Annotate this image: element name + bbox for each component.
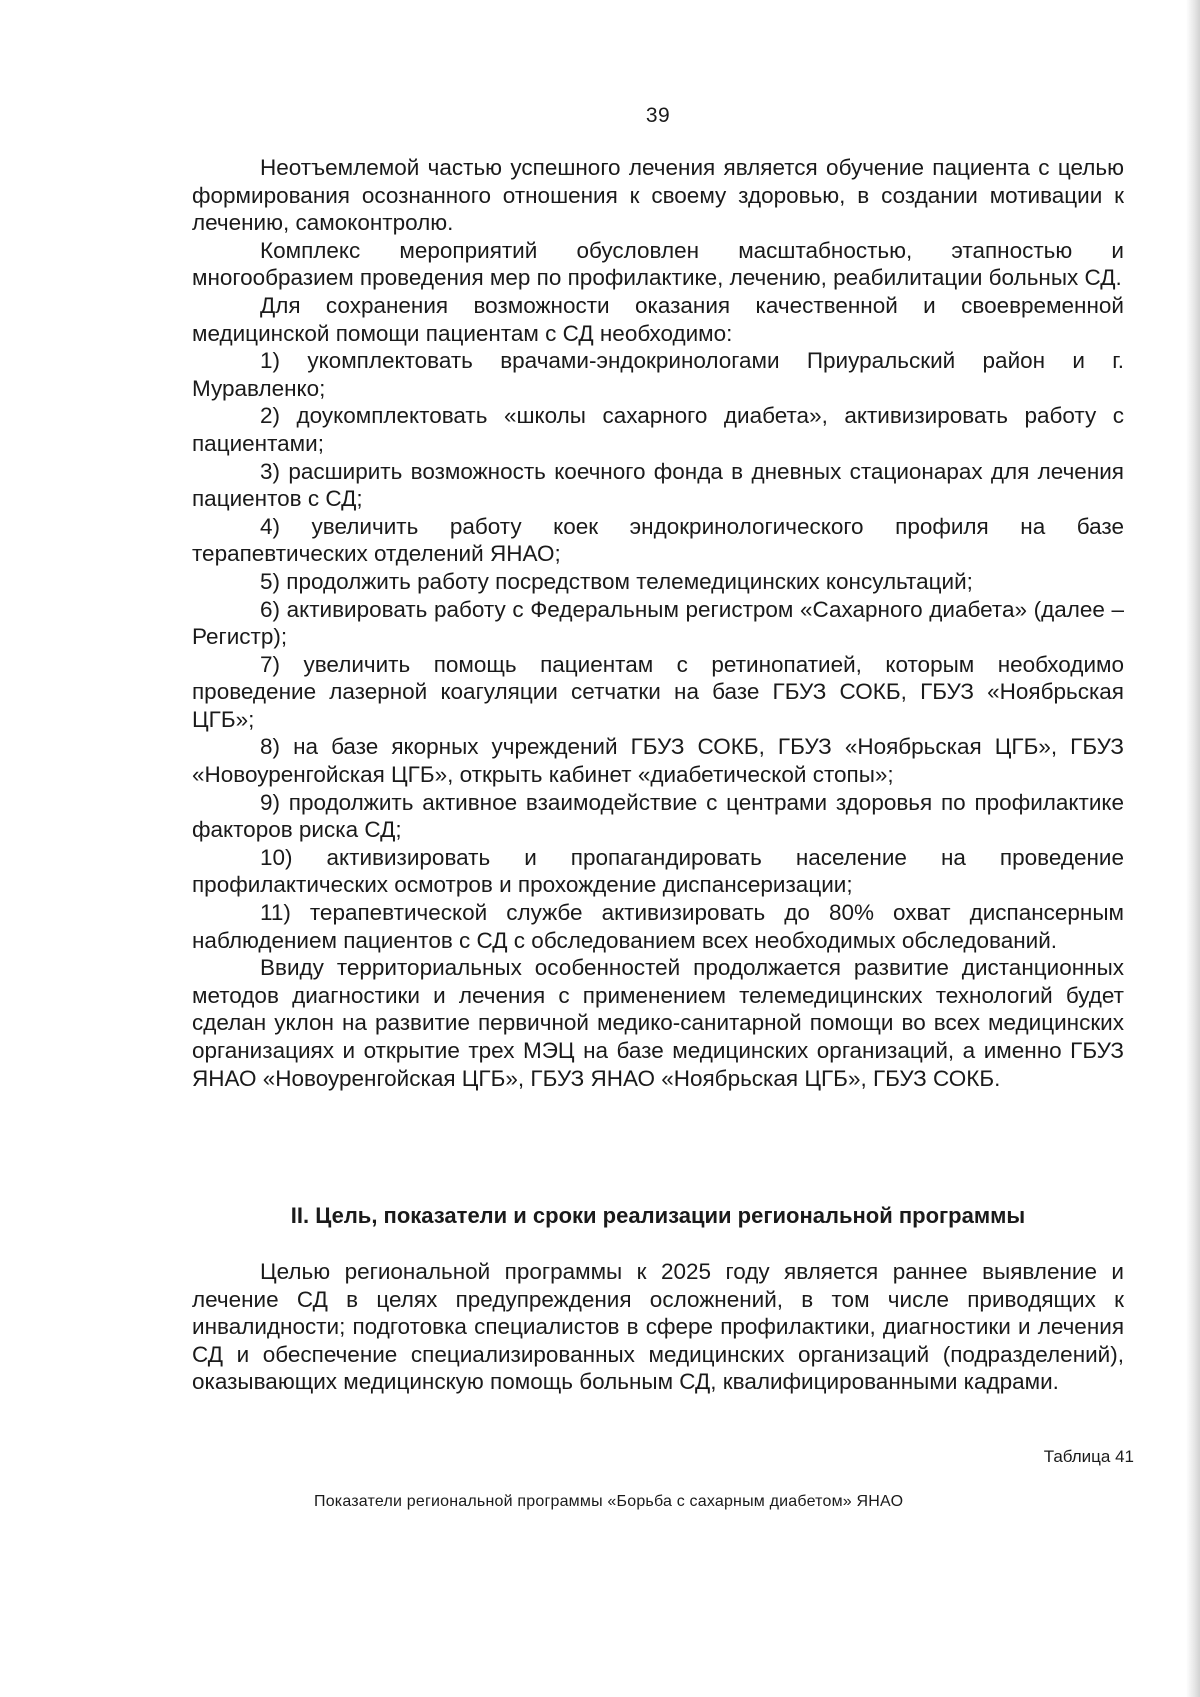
table-label: Таблица 41 — [1043, 1447, 1134, 1466]
list-item: 5) продолжить работу посредством телемедицинских консультаций; — [260, 568, 973, 594]
table-caption: Показатели региональной программы «Борьба с сахарным диабетом» ЯНАО — [314, 1493, 904, 1510]
paragraph: Ввиду территориальных особенностей продолжается развитие дистанционных методов диагностики и лечения с применением телемедицинских технологий будет сделан уклон на развитие первичной медико-санитарной помощи во всех медицинских организациях и открытие трех МЭЦ на базе медицинских организаций, а именно ГБУЗ ЯНАО «Новоуренгойская ЦГБ», ГБУЗ ЯНАО «Ноябрьская ЦГБ», ГБУЗ СОКБ. — [192, 955, 1124, 1091]
list-item: 8) на базе якорных учреждений ГБУЗ СОКБ, ГБУЗ «Ноябрьская ЦГБ», ГБУЗ «Новоуренгойская ЦГБ», открыть кабинет «диабетической стопы»; — [192, 734, 1124, 788]
list-item: 1) укомплектовать врачами-эндокринологами Приуральский район и г. Муравленко; — [192, 348, 1124, 401]
section-heading: II. Цель, показатели и сроки реализации региональной программы — [290, 1203, 1026, 1228]
list-item: 9) продолжить активное взаимодействие с центрами здоровья по профилактике факторов риска СД; — [192, 789, 1124, 843]
list-item: 2) доукомплектовать «школы сахарного диабета», активизировать работу с пациентами; — [192, 403, 1124, 456]
page-number: 39 — [645, 104, 671, 127]
paragraph: Неотъемлемой частью успешного лечения является обучение пациента с целью формирования осознанного отношения к своему здоровью, в создании мотивации к лечению, самоконтролю. — [192, 155, 1124, 236]
goal-section — [192, 1258, 1124, 1396]
body-text — [192, 154, 1124, 1092]
paragraph: Для сохранения возможности оказания качественной и своевременной медицинской помощи пациентам с СД необходимо: — [192, 292, 1124, 346]
list-item: 11) терапевтической службе активизировать до 80% охват диспансерным наблюдением пациентов с СД с обследованием всех необходимых обследований. — [192, 900, 1124, 953]
list-item: 7) увеличить помощь пациентам с ретинопатией, которым необходимо проведение лазерной коагуляции сетчатки на базе ГБУЗ СОКБ, ГБУЗ «Ноябрьская ЦГБ»; — [192, 651, 1124, 732]
page-edge-shadow — [1186, 0, 1200, 1697]
paragraph: Целью региональной программы к 2025 году является раннее выявление и лечение СД в целях предупреждения осложнений, в том числе приводящих к инвалидности; подготовка специалистов в сфере профилактики, диагностики и лечения СД и обеспечение специализированных медицинских организаций (подразделений), оказывающих медицинскую помощь больным СД, квалифицированными кадрами. — [192, 1259, 1124, 1395]
list-item: 4) увеличить работу коек эндокринологического профиля на базе терапевтических отделений ЯНАО; — [192, 513, 1124, 567]
paragraph: Комплекс мероприятий обусловлен масштабностью, этапностью и многообразием проведения мер по профилактике, лечению, реабилитации больных СД. — [192, 237, 1124, 291]
list-item: 6) активировать работу с Федеральным регистром «Сахарного диабета» (далее – Регистр); — [192, 596, 1124, 650]
list-item: 10) активизировать и пропагандировать население на проведение профилактических осмотров и прохождение диспансеризации; — [192, 844, 1124, 898]
list-item: 3) расширить возможность коечного фонда в дневных стационарах для лечения пациентов с СД; — [192, 458, 1124, 512]
